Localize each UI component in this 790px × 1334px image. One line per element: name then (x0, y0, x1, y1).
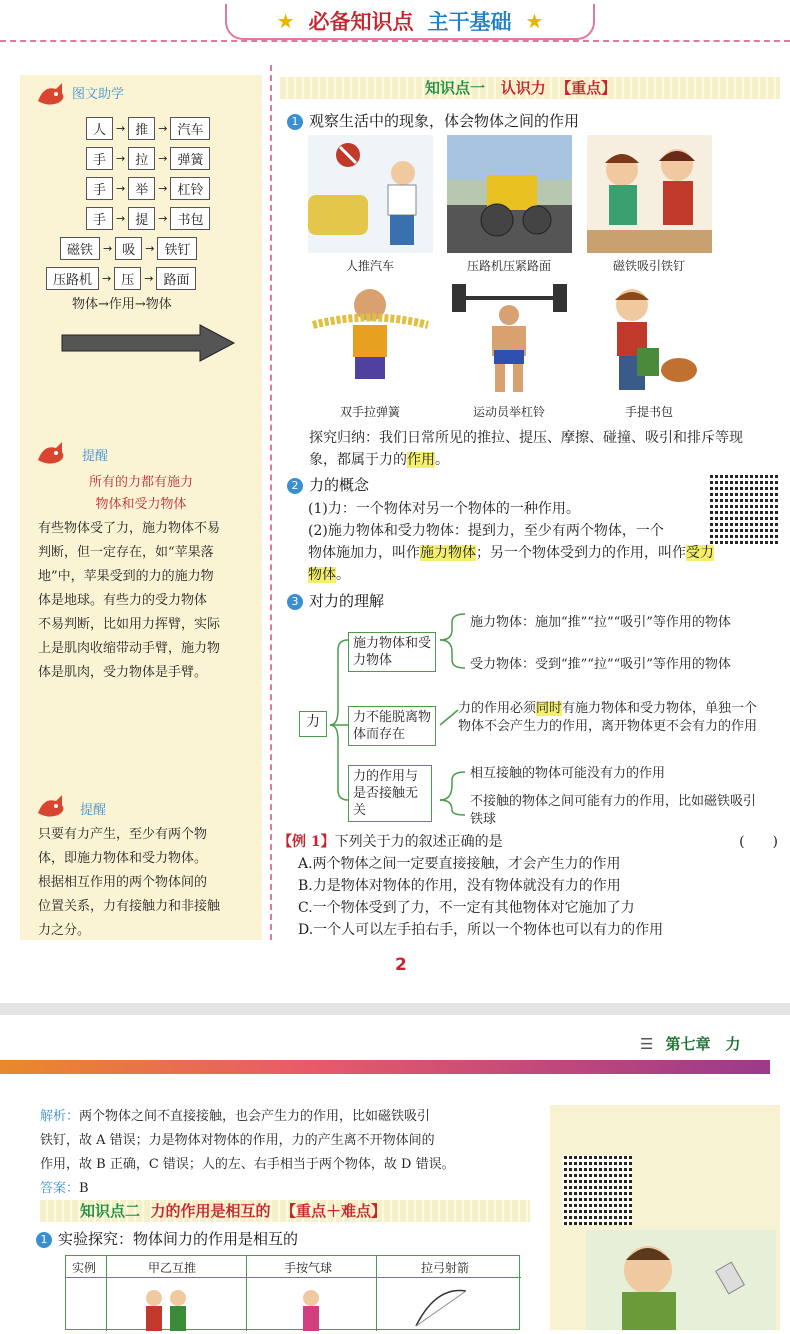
kp1-title (425, 77, 616, 98)
fox-icon (36, 793, 68, 819)
caption: 双手拉弹簧 (339, 405, 400, 419)
fox-icon (36, 440, 68, 466)
chapter-label: 第七章 力 (665, 1035, 741, 1053)
header-title-1: 必备知识点 (308, 10, 414, 34)
reminder-line: 只要有力产生，至少有两个物 (38, 827, 208, 842)
reminder-line: 体是肌肉，受力物体是手臂。 (38, 665, 208, 680)
mindmap-leaf: 受力物体：受到“推”“拉”“吸引”等作用的物体 (470, 657, 731, 672)
table-col-line (106, 1256, 107, 1331)
option-b: B.力是物体对物体的作用，没有物体就没有力的作用 (298, 878, 621, 894)
chain-box: 提 (128, 207, 155, 230)
chain-box: 人 (86, 117, 113, 140)
illustration-schoolbag (587, 280, 712, 395)
summary-line (309, 449, 784, 471)
reminder-body (38, 517, 220, 685)
list-icon: ☰ (640, 1035, 654, 1053)
page-gap (0, 1003, 790, 1015)
kp1-label: 知识点一 (425, 79, 486, 97)
kp1-name: 认识力 (500, 79, 546, 97)
experiment-heading (36, 1228, 298, 1249)
section-2-heading (287, 474, 369, 495)
kp2-tag: 【重点＋难点】 (280, 1202, 386, 1220)
highlight: 施力物体 (420, 545, 476, 561)
chain-box: 磁铁 (60, 237, 100, 260)
reminder-line: 上是肌肉收缩带动手臂，施力物 (38, 641, 221, 656)
analysis-block (40, 1105, 530, 1201)
chain-box: 压 (114, 267, 141, 290)
kp2-title (80, 1200, 386, 1221)
option-c: C.一个物体受到了力，不一定有其他物体对它施加了力 (298, 900, 635, 916)
reminder-label: 提醒 (80, 803, 107, 818)
table-col-line (246, 1256, 247, 1331)
force-concept (308, 498, 788, 542)
caption: 压路机压紧路面 (466, 259, 551, 273)
reminder-line: 体是地球。有些力的受力物体 (38, 593, 208, 608)
caption: 人推汽车 (345, 259, 394, 273)
table-header: 甲乙互推 (148, 1261, 197, 1275)
table-header: 实例 (72, 1261, 97, 1275)
analysis-label: 解析： (40, 1109, 80, 1124)
chain-box: 压路机 (46, 267, 99, 290)
chain-box: 汽车 (170, 117, 210, 140)
mindmap-leaf: 施力物体：施加“推”“拉”“吸引”等作用的物体 (470, 615, 731, 630)
reminder-line: 有些物体受了力，施力物体不易 (38, 521, 221, 536)
reminder-line: 地”中，苹果受到的力的施力物 (38, 569, 214, 584)
chain-row: 手 → 提 → 书包 (86, 207, 210, 230)
experiment-title: 实验探究：物体间力的作用是相互的 (58, 1230, 299, 1248)
reminder-label: 提醒 (82, 449, 109, 464)
table-header: 手按气球 (284, 1261, 333, 1275)
answer-blank: ( ) (739, 834, 778, 850)
kp1-tag: 【重点】 (556, 79, 617, 97)
chain-row: 压路机 → 压 → 路面 (46, 267, 196, 290)
chain-box: 推 (128, 117, 155, 140)
chain-row: 磁铁 → 吸 → 铁钉 (60, 237, 197, 260)
mindmap-branch: 施力物体和受力物体 (348, 632, 436, 672)
text: ；另一个物体受到力的作用，叫作 (476, 545, 686, 561)
text: 物体施加力，叫作 (308, 545, 420, 561)
option-d: D.一个人可以左手拍右手，所以一个物体也可以有力的作用 (298, 922, 664, 938)
chain-box: 手 (86, 147, 113, 170)
chain-box: 铁钉 (157, 237, 197, 260)
text: 有施力物体和受力物体，单独一个物体不会产生力的作用，离开物体更不会有力的作用 (458, 701, 758, 734)
table-col-line (376, 1256, 377, 1331)
section-title: 观察生活中的现象，体会物体之间的作用 (309, 112, 580, 130)
section-number-icon: 1 (36, 1232, 52, 1248)
chain-box: 手 (86, 177, 113, 200)
caption: 磁铁吸引铁钉 (612, 259, 685, 273)
star-icon: ★ (276, 9, 295, 33)
chain-box: 弹簧 (170, 147, 210, 170)
kp2-name: 力的作用是相互的 (150, 1202, 271, 1220)
reminder-line: 不易判断，比如用力挥臂，实际 (38, 617, 221, 632)
experiment-table (65, 1255, 520, 1330)
reminder-title-line: 物体和受力物体 (95, 497, 187, 512)
mindmap-leaf: 不接触的物体之间可能有力的作用，比如磁铁吸引铁球 (470, 794, 757, 827)
text: 象，都属于力的 (309, 452, 407, 468)
fox-icon (36, 81, 68, 107)
mindmap-branch: 力的作用与是否接触无关 (348, 765, 432, 822)
header-title-2: 主干基础 (427, 10, 512, 34)
force-concept-cont (308, 542, 783, 586)
sidebar-panel (20, 75, 262, 940)
example-question (278, 831, 778, 853)
concept-line: (1)力：一个物体对另一个物体的一种作用。 (308, 501, 580, 517)
text: 。 (435, 452, 449, 468)
illustration-cartoon-kid (586, 1230, 776, 1330)
chain-box: 杠铃 (170, 177, 210, 200)
concept-line: (2)施力物体和受力物体：提到力，至少有两个物体，一个 (308, 523, 664, 539)
illustration-bow-arrow (406, 1286, 486, 1331)
page-number: 2 (395, 955, 407, 975)
star-icon: ★ (525, 9, 544, 33)
option-a: A.两个物体之间一定要直接接触，才会产生力的作用 (298, 856, 621, 872)
reminder-line: 力之分。 (38, 923, 91, 938)
chain-box: 举 (128, 177, 155, 200)
chain-box: 书包 (170, 207, 210, 230)
chain-box: 吸 (115, 237, 142, 260)
reminder-body (38, 823, 220, 943)
right-panel (550, 1105, 780, 1330)
answer-label: 答案： (40, 1181, 80, 1196)
chapter-title (640, 1033, 740, 1054)
answer-value: B (79, 1181, 89, 1196)
chain-box: 路面 (156, 267, 196, 290)
chain-box: 拉 (128, 147, 155, 170)
qr-code[interactable] (562, 1155, 632, 1225)
illustration-barbell (447, 280, 572, 395)
mindmap-leaf (458, 700, 768, 736)
chain-row: 手 → 举 → 杠铃 (86, 177, 210, 200)
illustration-balloon (291, 1286, 331, 1331)
column-divider (270, 65, 272, 940)
section-number-icon: 3 (287, 594, 303, 610)
kp2-label: 知识点二 (80, 1202, 141, 1220)
illustration-magnet-nail (587, 135, 712, 253)
section-number-icon: 1 (287, 114, 303, 130)
section-title: 力的概念 (309, 476, 370, 494)
illustration-road-roller (447, 135, 572, 253)
sidebar-label-tuwen: 图文助学 (72, 87, 125, 102)
chain-row: 人 → 推 → 汽车 (86, 117, 210, 140)
answer-line (40, 1177, 530, 1201)
analysis-line: 作用，故 B 正确，C 错误；人的左、右手相当于两个物体，故 D 错误。 (40, 1157, 455, 1172)
caption: 手提书包 (624, 405, 673, 419)
section-1-heading (287, 110, 579, 131)
section-3-heading (287, 590, 384, 611)
chain-box: 手 (86, 207, 113, 230)
analysis-line (40, 1105, 530, 1129)
analysis-line: 铁钉，故 A 错误；力是物体对物体的作用，力的产生离不开物体间的 (40, 1133, 435, 1148)
reminder-line: 根据相互作用的两个物体间的 (38, 875, 208, 890)
example-tag: 【例 1】 (278, 834, 335, 850)
reminder-line: 体，即施力物体和受力物体。 (38, 851, 208, 866)
text: 力的作用必须 (458, 701, 537, 716)
text: 两个物体之间不直接接触，也会产生力的作用，比如磁铁吸引 (79, 1109, 431, 1124)
highlight: 作用 (407, 452, 435, 468)
highlight: 同时 (536, 701, 563, 716)
illustration-spring (308, 280, 433, 395)
summary-paragraph (309, 427, 784, 471)
highlight: 受力 (686, 545, 714, 561)
page-header (225, 4, 595, 40)
header-divider (0, 40, 790, 42)
chapter-bar (0, 1060, 770, 1074)
chain-summary: 物体→作用→物体 (72, 297, 172, 312)
table-header: 拉弓射箭 (421, 1261, 470, 1275)
mindmap-branch: 力不能脱离物体而存在 (348, 706, 436, 746)
chain-row: 手 → 拉 → 弹簧 (86, 147, 210, 170)
section-title: 对力的理解 (309, 592, 385, 610)
section-number-icon: 2 (287, 478, 303, 494)
reminder-title-line: 所有的力都有施力 (88, 475, 193, 490)
example-options (298, 853, 788, 941)
reminder-line: 位置关系，力有接触力和非接触 (38, 899, 221, 914)
mindmap-root: 力 (299, 711, 327, 737)
summary-line: 探究归纳：我们日常所见的推拉、提压、摩擦、碰撞、吸引和排斥等现 (309, 430, 743, 446)
text: 。 (336, 567, 350, 583)
question-text: 下列关于力的叙述正确的是 (334, 834, 503, 850)
illustration-push-each-other (136, 1286, 196, 1331)
reminder-title (20, 472, 262, 516)
big-arrow-icon (60, 323, 236, 363)
illustration-push-car (308, 135, 433, 253)
caption: 运动员举杠铃 (472, 405, 545, 419)
mindmap-leaf: 相互接触的物体可能没有力的作用 (470, 766, 666, 781)
reminder-line: 判断，但一定存在，如“苹果落 (38, 545, 214, 560)
highlight: 物体 (308, 567, 336, 583)
